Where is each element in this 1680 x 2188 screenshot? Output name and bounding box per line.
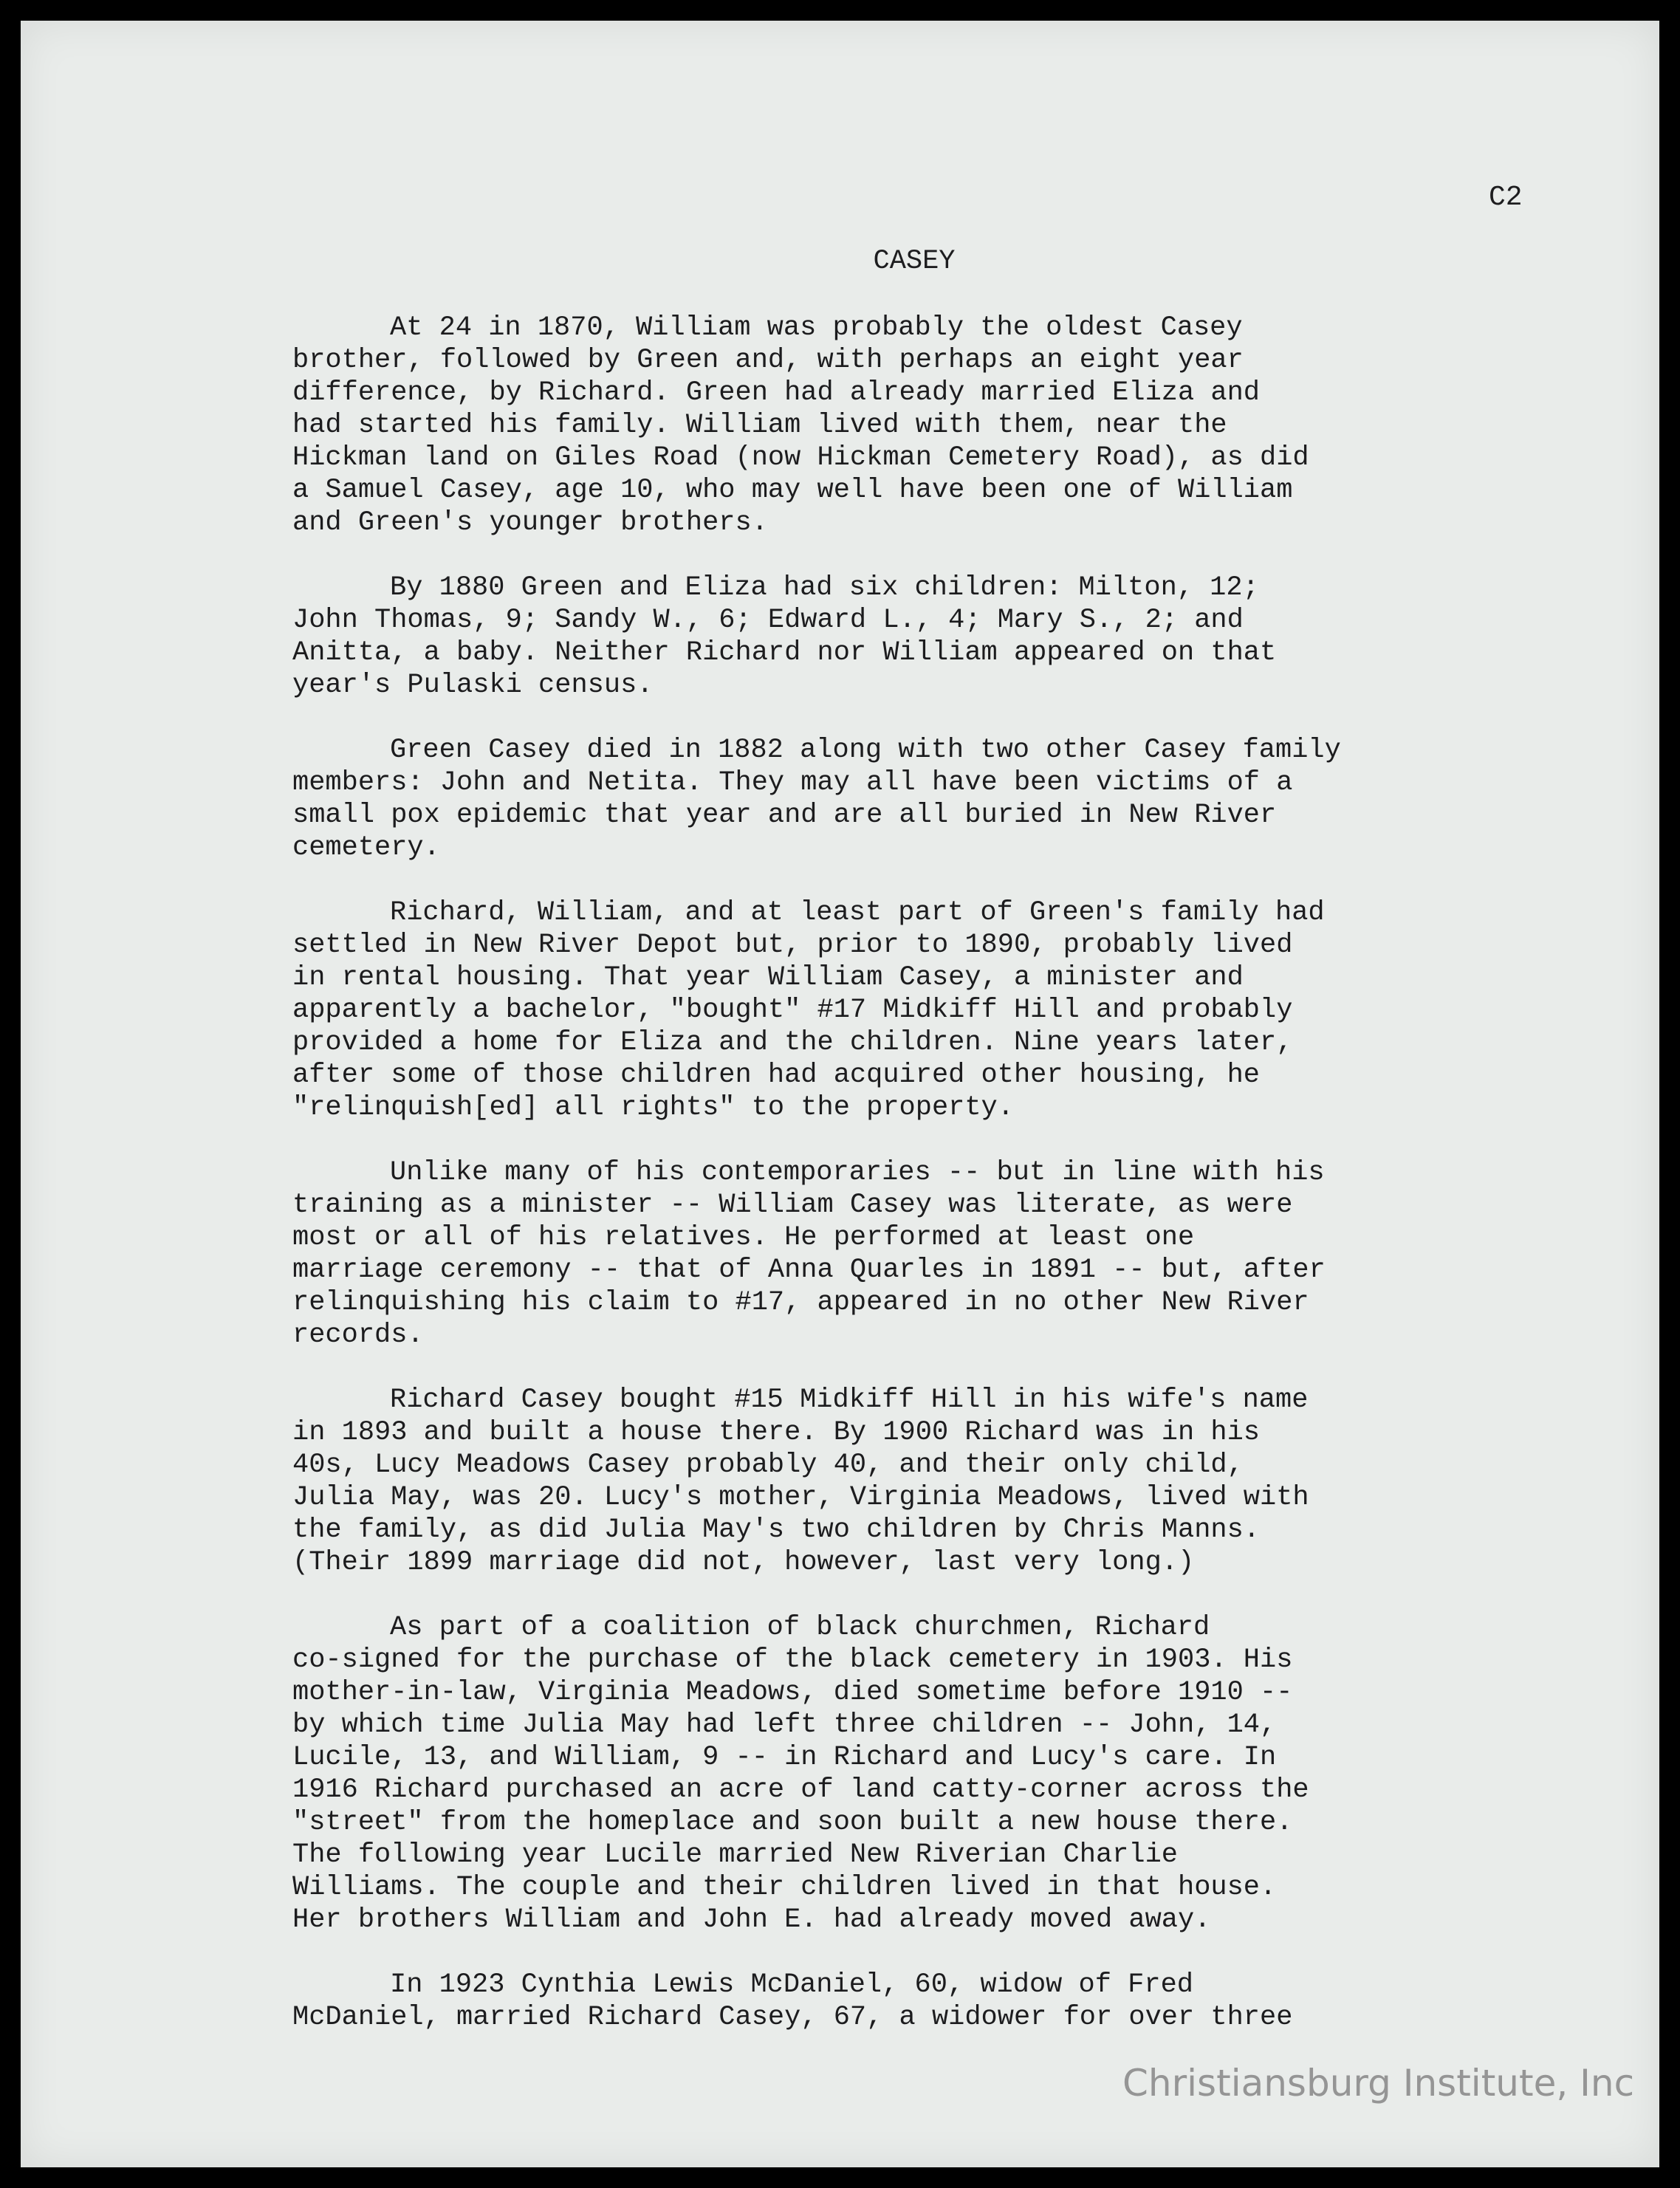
paragraph-2: By 1880 Green and Eliza had six children: Milton, 12; John Thomas, 9; Sandy W., 6; Edward L., 4; Mary S., 2; and Anitta, a baby. Neither Richard nor William appeared on that year's Pulaski census. [292,572,1277,701]
watermark: Christiansburg Institute, Inc [1122,2062,1635,2105]
document-page [21,21,1659,2167]
paragraph-5: Unlike many of his contemporaries -- but in line with his training as a minister -- William Casey was literate, as were most or all of his relatives. He performed at least one marriage ceremony -- that of Anna Quarles in 1891 -- but, after relinquishing his claim to #17, appeared in no other New River records. [292,1157,1326,1351]
paragraph-4: Richard, William, and at least part of Green's family had settled in New River Depot but, prior to 1890, probably lived in rental housing. That year William Casey, a minister and apparently a bachelor, "bought" #17 Midkiff Hill and probably provided a home for Eliza and the children. Nine years later, after some of those children had acquired other housing, he "relinquish[ed] all rights" to the property. [292,897,1325,1123]
page-title: CASEY [873,246,956,277]
body-text [292,312,1533,2066]
paragraph-3: Green Casey died in 1882 along with two other Casey family members: John and Netita. They may all have been victims of a small pox epidemic that year and are all buried in New River cemetery. [292,735,1341,863]
page-number: C2 [1489,182,1523,213]
paragraph-6: Richard Casey bought #15 Midkiff Hill in his wife's name in 1893 and built a house there. By 1900 Richard was in his 40s, Lucy Meadows Casey probably 40, and their only child, Julia May, was 20. Lucy's mother, Virginia Meadows, lived with the family, as did Julia May's two children by Chris Manns. (Their 1899 marriage did not, however, last very long.) [292,1385,1309,1578]
paragraph-1: At 24 in 1870, William was probably the oldest Casey brother, followed by Green and, with perhaps an eight year difference, by Richard. Green had already married Eliza and had started his family. William lived with them, near the Hickman land on Giles Road (now Hickman Cemetery Road), as did a Samuel Casey, age 10, who may well have been one of William and Green's younger brothers. [292,312,1309,538]
paragraph-8: In 1923 Cynthia Lewis McDaniel, 60, widow of Fred McDaniel, married Richard Casey, 67, a widower for over three [292,1969,1293,2033]
paragraph-7: As part of a coalition of black churchmen, Richard co-signed for the purchase of the black cemetery in 1903. His mother-in-law, Virginia Meadows, died sometime before 1910 -- by which time Julia May had left three children -- John, 14, Lucile, 13, and William, 9 -- in Richard and Lucy's care. In 1916 Richard purchased an acre of land catty-corner across the "street" from the homeplace and soon built a new house there. The following year Lucile married New Riverian Charlie Williams. The couple and their children lived in that house. Her brothers William and John E. had already moved away. [292,1612,1309,1935]
